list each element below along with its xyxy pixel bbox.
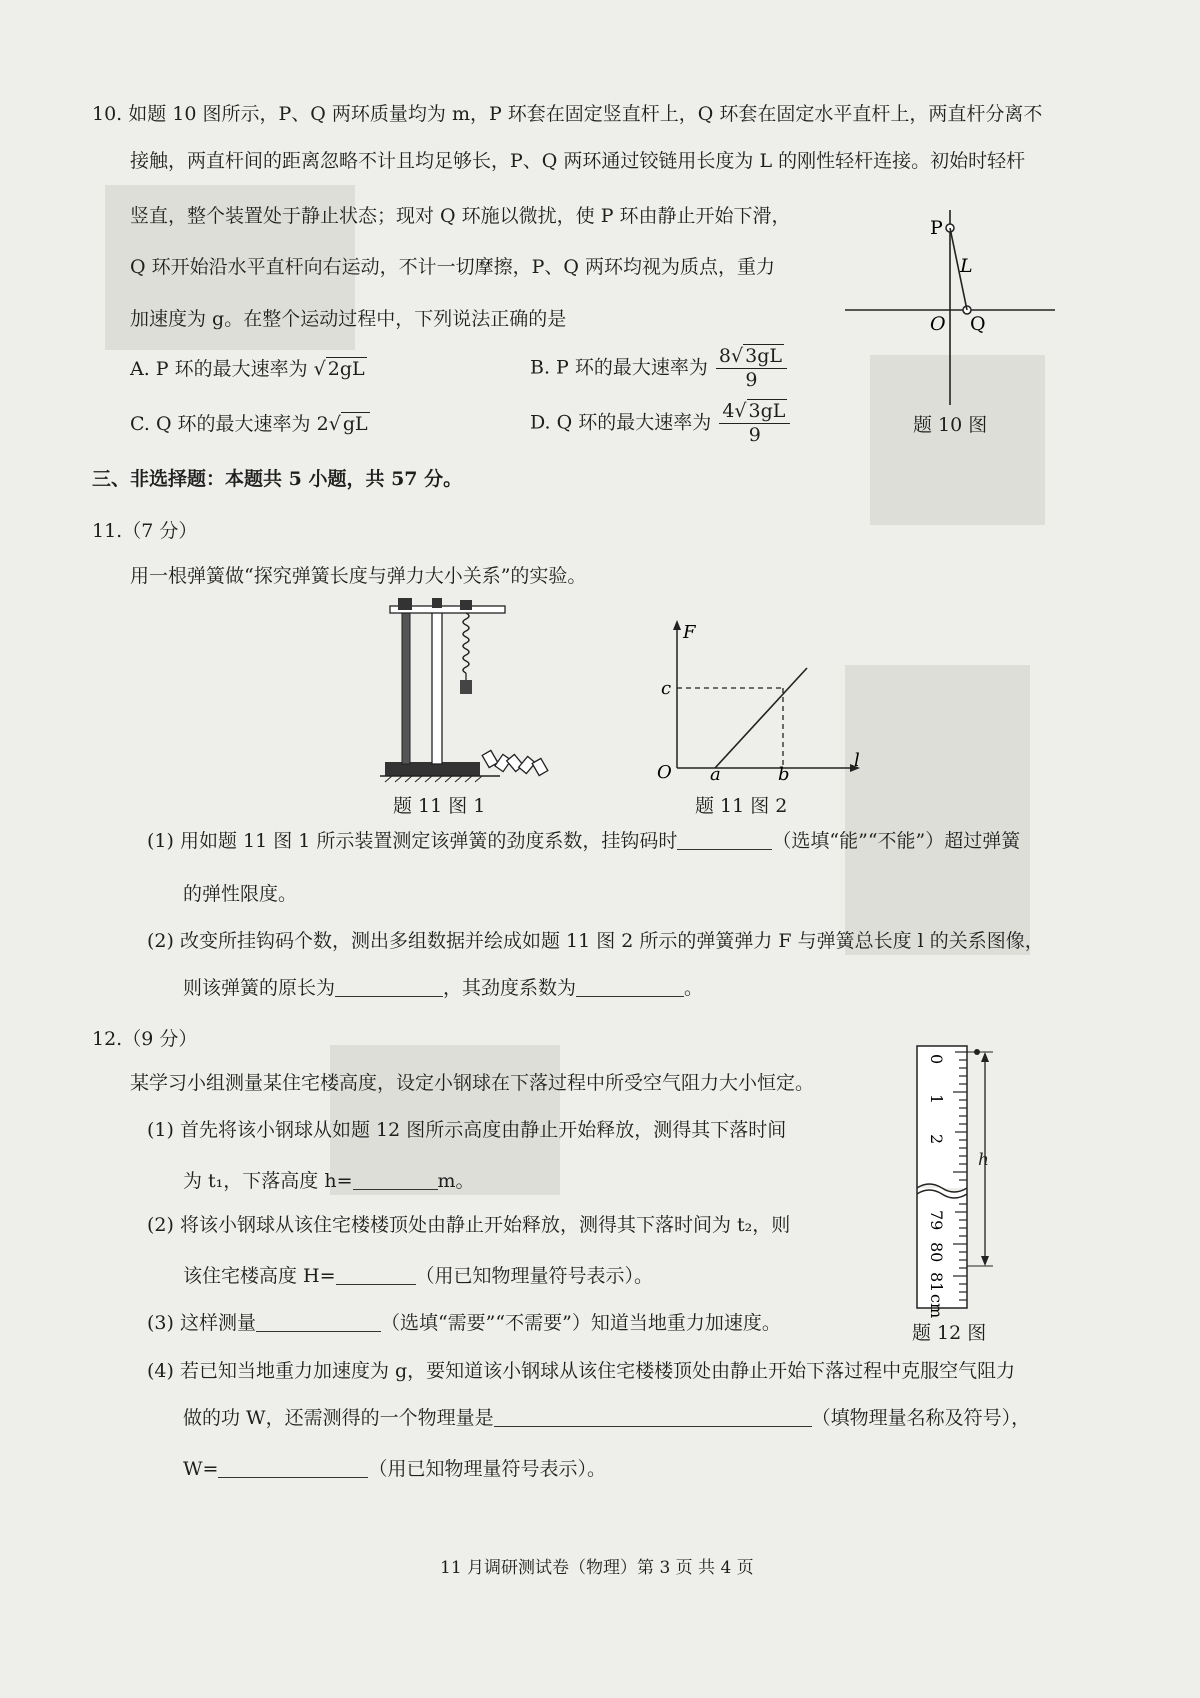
answer-blank[interactable] (335, 977, 443, 997)
sqrt-icon: √ (734, 400, 747, 422)
q12-part-2-line-1: (2) 将该小钢球从该住宅楼楼顶处由静止开始释放，测得其下落时间为 t₂，则 (147, 1214, 791, 1236)
q10-line-3: 竖直，整个装置处于静止状态；现对 Q 环施以微扰，使 P 环由静止开始下滑， (130, 205, 791, 227)
q10-line-1: 10. 如题 10 图所示，P、Q 两环质量均为 m，P 环套在固定竖直杆上，Q 环套在固定水平直杆上，两直杆分离不 (92, 103, 1043, 125)
answer-blank[interactable] (336, 1265, 416, 1285)
label-h: h (978, 1150, 989, 1170)
svg-text:2: 2 (927, 1134, 946, 1145)
label-q: Q (970, 313, 986, 335)
clamp (398, 598, 412, 610)
answer-blank[interactable] (494, 1407, 812, 1427)
stand-pole (402, 602, 410, 764)
q11-figure-2 (655, 620, 870, 785)
svg-text:81: 81 (927, 1272, 946, 1293)
label-o: O (657, 762, 672, 783)
sqrt-icon: √ (328, 413, 341, 435)
answer-blank[interactable] (218, 1458, 368, 1478)
svg-text:0: 0 (927, 1054, 946, 1065)
q12-part-3: (3) 这样测量 （选填“需要”“不需要”）知道当地重力加速度。 (147, 1312, 781, 1334)
q10-option-b: B. P 环的最大速率为 $\frac{8√ 3gL}{9}$ (530, 345, 789, 392)
ruler-body (917, 1046, 967, 1308)
q11-intro: 用一根弹簧做“探究弹簧长度与弹力大小关系”的实验。 (130, 565, 587, 587)
label-l: L (960, 255, 973, 277)
label-b: b (778, 764, 790, 785)
q12-part-2-line-2: 该住宅楼高度 H= （用已知物理量符号表示）。 (183, 1265, 654, 1287)
q12-figure-ruler (915, 1040, 1005, 1319)
q10-figure (840, 210, 1060, 410)
q11-figure-2-caption: 题 11 图 2 (695, 795, 788, 817)
q12-figure-caption: 题 12 图 (912, 1322, 987, 1344)
svg-text:1: 1 (927, 1094, 946, 1105)
label-o: O (930, 313, 946, 335)
q11-figure-1 (380, 592, 560, 792)
answer-blank[interactable] (677, 830, 772, 850)
q10-option-c: C. Q 环的最大速率为 2√ gL (130, 413, 368, 435)
q12-part-1-line-2: 为 t₁，下落高度 h= m。 (183, 1170, 475, 1192)
q10-option-d: D. Q 环的最大速率为 $\frac{4√ 3gL}{9}$ (530, 400, 792, 447)
fraction: $\frac{4√ 3gL}{9}$ (719, 400, 790, 447)
q11-header: 11.（7 分） (92, 520, 198, 542)
q12-header: 12.（9 分） (92, 1028, 198, 1050)
label-f: F (683, 622, 696, 643)
q12-part-1-line-1: (1) 首先将该小钢球从如题 12 图所示高度由静止开始释放，测得其下落时间 (147, 1119, 787, 1141)
svg-text:79: 79 (927, 1210, 946, 1231)
answer-blank[interactable] (576, 977, 684, 997)
sqrt-icon: √ (731, 345, 744, 367)
q10-option-a: A. P 环的最大速率为 √ 2gL (130, 358, 365, 380)
q12-part-4-line-2: 做的功 W，还需测得的一个物理量是 （填物理量名称及符号）， (183, 1407, 1031, 1429)
section-3-heading: 三、非选择题：本题共 5 小题，共 57 分。 (92, 468, 463, 490)
label-p: P (930, 217, 943, 239)
answer-blank[interactable] (353, 1170, 438, 1190)
data-line (715, 668, 807, 768)
svg-text:80: 80 (927, 1242, 946, 1263)
hook-weight (460, 680, 472, 694)
q12-part-4-line-3: W= （用已知物理量符号表示）。 (183, 1458, 606, 1480)
q12-part-4-line-1: (4) 若已知当地重力加速度为 g，要知道该小钢球从该住宅楼楼顶处由静止开始下落过程中克服空气阻力 (147, 1360, 1016, 1382)
fraction: $\frac{8√ 3gL}{9}$ (716, 345, 787, 392)
label-l: l (854, 750, 860, 771)
spare-weights (482, 750, 548, 775)
label-c: c (661, 678, 672, 699)
q10-line-2: 接触，两直杆间的距离忽略不计且均足够长，P、Q 两环通过铰链用长度为 L 的刚性轻杆连接。初始时轻杆 (130, 150, 1026, 172)
q12-intro: 某学习小组测量某住宅楼高度，设定小钢球在下落过程中所受空气阻力大小恒定。 (130, 1072, 815, 1094)
page-footer: 11 月调研测试卷（物理）第 3 页 共 4 页 (440, 1558, 754, 1578)
q11-part-1-line-1: (1) 用如题 11 图 1 所示装置测定该弹簧的劲度系数，挂钩码时 （选填“能”“不能”）超过弹簧 (147, 830, 1021, 852)
q11-part-2-line-2: 则该弹簧的原长为 ，其劲度系数为 。 (183, 977, 704, 999)
clamp (432, 598, 442, 608)
q11-part-2-line-1: (2) 改变所挂钩码个数，测出多组数据并绘成如题 11 图 2 所示的弹簧弹力 F 与弹簧总长度 l 的关系图像， (147, 930, 1044, 952)
spring (463, 613, 469, 673)
svg-text:cm: cm (927, 1294, 946, 1319)
q11-part-1-line-2: 的弹性限度。 (183, 883, 298, 905)
scan-shadow (845, 665, 1030, 955)
answer-blank[interactable] (256, 1312, 381, 1332)
q10-line-4: Q 环开始沿水平直杆向右运动，不计一切摩擦，P、Q 两环均视为质点，重力 (130, 256, 776, 278)
ruler (432, 607, 442, 764)
clamp (460, 600, 472, 610)
label-a: a (710, 764, 721, 785)
q10-figure-caption: 题 10 图 (913, 414, 988, 436)
q10-line-5: 加速度为 g。在整个运动过程中，下列说法正确的是 (130, 308, 567, 330)
sqrt-icon: √ (313, 358, 326, 380)
q11-figure-1-caption: 题 11 图 1 (393, 795, 486, 817)
